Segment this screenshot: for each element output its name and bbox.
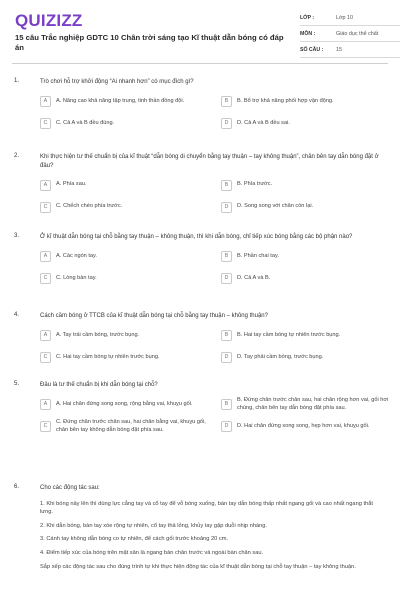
meta-value: Giáo dục thể chất [336, 31, 379, 37]
question-number: 3. [14, 233, 20, 239]
question-text: Trò chơi hỗ trợ khởi động “Ai nhanh hơn” có mục đích gì? [40, 79, 194, 85]
worksheet-meta [300, 11, 400, 58]
option-text: B. Hai tay cầm bóng tự nhiên trước bụng. [237, 331, 341, 338]
option-list [40, 328, 388, 366]
question-text: Đâu là tư thế chuẩn bị khi dẫn bóng tại chỗ? [40, 382, 158, 388]
meta-value: 15 [336, 47, 342, 53]
option-list [40, 94, 388, 132]
option-letter-badge: C [40, 421, 51, 432]
option-c[interactable] [40, 350, 212, 366]
question-4 [12, 312, 388, 366]
option-a[interactable] [40, 94, 212, 110]
question-text: Cho các động tác sau: [40, 485, 100, 491]
option-c[interactable] [40, 199, 212, 215]
option-list [40, 177, 388, 215]
option-text: B. Đứng chân trước chân sau, hai chân rộng hơn vai, gối hơi chùng, chân bên tay dẫn bóng đặt phía sau. [237, 397, 389, 411]
option-text: A. Các ngón tay. [56, 252, 97, 259]
worksheet-title: 15 câu Trắc nghiệp GDTC 10 Chân trời sáng tạo Kĩ thuật dẫn bóng có đáp án [15, 33, 284, 52]
option-text: C. Hai tay cầm bóng tự nhiên trước bụng. [56, 353, 160, 360]
option-text: A. Hai chân đứng song song, rộng bằng vai, khuỵu gối. [56, 400, 193, 407]
statement-item: 4. Điểm tiếp xúc của bóng trên mặt sân là ngang bàn chân trước và ngoài bàn chân sau. [40, 549, 264, 556]
worksheet-header [12, 0, 388, 64]
statement-list [40, 500, 388, 571]
option-text: C. Lòng bàn tay. [56, 274, 97, 281]
question-6 [12, 484, 388, 576]
option-text: C. Cả A và B đều đúng. [56, 119, 115, 126]
option-text: A. Nâng cao khả năng tập trung, tinh thần đồng đội. [56, 97, 185, 104]
meta-key: MÔN : [300, 31, 316, 37]
question-text: Khi thực hiện tư thế chuẩn bị của kĩ thuật “dẫn bóng di chuyển bằng tay thuận – tay không thuận”, chân bên tay dẫn bóng đặt ở đâu? [40, 154, 379, 169]
question-1 [12, 78, 388, 132]
option-text: B. Phía trước. [237, 181, 273, 188]
option-b[interactable] [221, 177, 393, 193]
option-d[interactable] [221, 199, 393, 215]
statement-item: 1. Khi bóng nảy lên thì dùng lực cẳng tay và cổ tay để vỗ bóng xuống, bàn tay dẫn bóng thấp nhất ngang gối và cao nhất ngang thắt lưng. [40, 500, 373, 515]
option-a[interactable] [40, 328, 212, 344]
option-text: D. Hai chân đứng song song, hẹp hơn vai, khuỵu gối. [237, 422, 370, 429]
option-letter-badge: A [40, 251, 51, 262]
option-list [40, 397, 388, 435]
option-letter-badge: D [221, 202, 232, 213]
option-letter-badge: C [40, 352, 51, 363]
option-letter-badge: C [40, 202, 51, 213]
option-c[interactable] [40, 271, 212, 287]
meta-row-count [300, 43, 400, 58]
question-number: 4. [14, 312, 20, 318]
option-letter-badge: A [40, 330, 51, 341]
option-text: A. Phía sau. [56, 181, 87, 188]
option-a[interactable] [40, 177, 212, 193]
meta-value: Lớp 10 [336, 15, 354, 21]
option-d[interactable] [221, 271, 393, 287]
option-text: C. Đứng chân trước chân sau, hai chân bằng vai, khuỵu gối, chân bên tay không dẫn bóng đặt phía sau. [56, 419, 206, 433]
option-text: D. Song song với chân còn lại. [237, 203, 314, 210]
option-text: D. Cả A và B đều sai. [237, 119, 290, 126]
option-d[interactable] [221, 116, 393, 132]
question-number: 1. [14, 78, 20, 84]
question-text: Ở kĩ thuật dẫn bóng tại chỗ bằng tay thuận – không thuận, thì khi dẫn bóng, chỉ tiếp xúc bóng bằng các bộ phận nào? [40, 234, 353, 240]
option-text: A. Tay trái cầm bóng, trước bụng. [56, 331, 140, 338]
option-letter-badge: B [221, 251, 232, 262]
option-c[interactable] [40, 116, 212, 132]
option-c[interactable] [40, 419, 212, 435]
question-number: 5. [14, 381, 20, 387]
option-b[interactable] [221, 397, 393, 413]
meta-row-class [300, 11, 400, 26]
option-letter-badge: B [221, 180, 232, 191]
option-d[interactable] [221, 350, 393, 366]
question-3 [12, 233, 388, 287]
option-a[interactable] [40, 397, 212, 413]
option-b[interactable] [221, 328, 393, 344]
option-list [40, 249, 388, 287]
option-letter-badge: B [221, 330, 232, 341]
option-text: C. Chếch chéo phía trước. [56, 203, 123, 210]
option-letter-badge: D [221, 352, 232, 363]
option-letter-badge: A [40, 399, 51, 410]
option-letter-badge: D [221, 273, 232, 284]
question-5 [12, 381, 388, 435]
option-letter-badge: D [221, 421, 232, 432]
option-letter-badge: A [40, 96, 51, 107]
statement-item: 2. Khi dẫn bóng, bàn tay xòe rộng tự nhiên, cổ tay thả lỏng, khủy tay gập duỗi nhịp nhàng. [40, 522, 268, 529]
quizizz-logo[interactable]: QUIZIZZ [15, 11, 83, 30]
option-letter-badge: A [40, 180, 51, 191]
option-b[interactable] [221, 249, 393, 265]
option-letter-badge: D [221, 118, 232, 129]
question-number: 6. [14, 484, 20, 490]
option-d[interactable] [221, 419, 393, 435]
option-letter-badge: B [221, 96, 232, 107]
option-letter-badge: C [40, 273, 51, 284]
option-letter-badge: C [40, 118, 51, 129]
option-text: B. Phần chai tay. [237, 252, 279, 259]
question-2 [12, 153, 388, 215]
statement-instruction: Sắp xếp các động tác sau cho đúng trình tự khi thực hiện động tác của kĩ thuật dẫn bóng tại chỗ tay thuận – tay không thuận. [40, 563, 356, 570]
option-a[interactable] [40, 249, 212, 265]
meta-row-subject [300, 27, 400, 42]
option-letter-badge: B [221, 399, 232, 410]
question-number: 2. [14, 153, 20, 159]
meta-key: LỚP : [300, 15, 315, 21]
option-text: B. Bổ trợ khả năng phối hợp vận động. [237, 97, 334, 104]
question-text: Cách cầm bóng ở TTCB của kĩ thuật dẫn bóng tại chỗ bằng tay thuận – không thuận? [40, 313, 268, 319]
option-b[interactable] [221, 94, 393, 110]
meta-key: SỐ CÂU : [300, 47, 324, 53]
statement-item: 3. Cánh tay không dẫn bóng co tự nhiên, để cách gối trước khoảng 20 cm. [40, 536, 229, 543]
option-text: D. Cả A và B. [237, 274, 271, 281]
option-text: D. Tay phải cầm bóng, trước bụng. [237, 353, 324, 360]
